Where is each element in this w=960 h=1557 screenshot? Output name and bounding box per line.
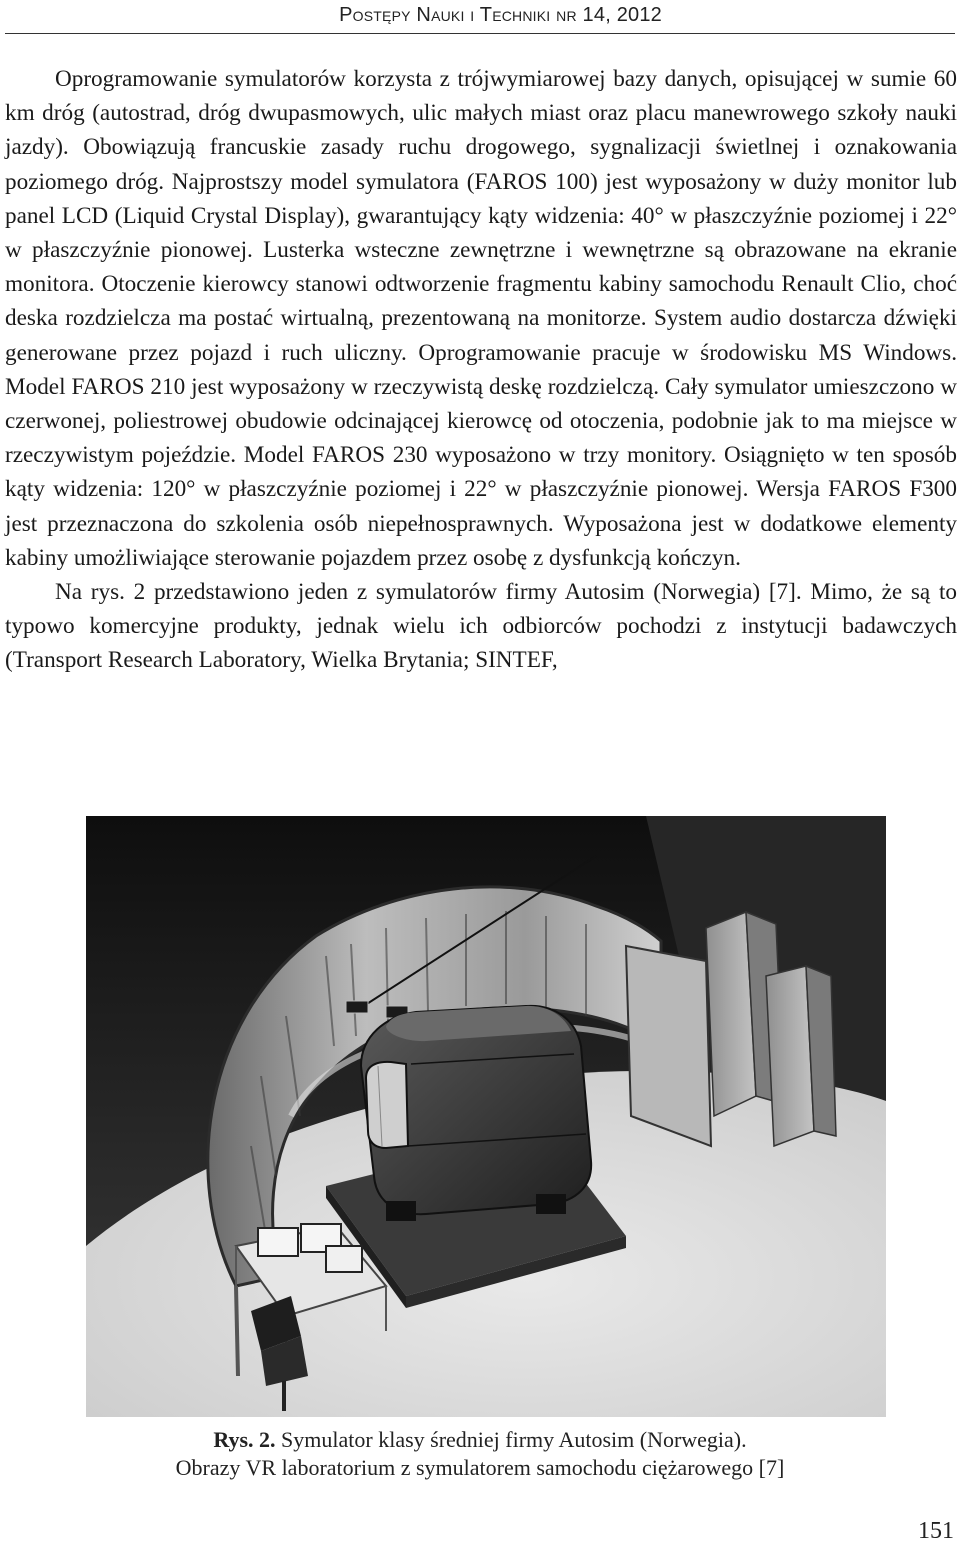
body-text [5, 62, 957, 678]
caption-line-2: Obrazy VR laboratorium z symulatorem samochodu ciężarowego [7] [175, 1455, 785, 1480]
page-header [0, 2, 960, 32]
journal-header [339, 4, 662, 27]
partition-panel [626, 946, 711, 1146]
paragraph-1: Oprogramowanie symulatorów korzysta z trójwymiarowej bazy danych, opisującej w sumie 60 km dróg (autostrad, dróg dwupasmowych, ulic małych miast oraz placu manewrowego szkoły nauki jazdy). Obowiązują francuskie zasady ruchu drogowego, sygnalizacji świetlnej i oznakowania poziomego dróg. Najprostszy model symulatora (FAROS 100) jest wyposażony w duży monitor lub panel LCD (Liquid Crystal Display), gwarantujący kąty widzenia: 40° w płaszczyźnie poziomej i 22° w płaszczyźnie pionowej. Lusterka wsteczne zewnętrzne i wewnętrzne są obrazowane na ekranie monitora. Otoczenie kierowcy stanowi odtworzenie fragmentu kabiny samochodu Renault Clio, choć deska rozdzielcza ma postać wirtualną, prezentowaną na monitorze. System audio dostarcza dźwięki generowane przez pojazd i ruch uliczny. Oprogramowanie pracuje w środowisku MS Windows. Model FAROS 210 jest wyposażony w rzeczywistą deskę rozdzielczą. Cały symulator umieszczono w czerwonej, poliestrowej obudowie odcinającej kierowcę od otoczenia, podobnie jak to ma miejsce w rzeczywistym pojeździe. Model FAROS 230 wyposażono w trzy monitory. Osiągnięto w ten sposób kąty widzenia: 120° w płaszczyźnie poziomej i 22° w płaszczyźnie pionowej. Wersja FAROS F300 jest przeznaczona do szkolenia osób niepełnosprawnych. Wyposażona jest w dodatkowe elementy kabiny umożliwiające sterowanie pojazdem przez osobę z dysfunkcją kończyn. [5, 66, 957, 571]
header-rule [5, 33, 955, 34]
figure-label: Rys. 2. [213, 1427, 276, 1452]
figure-simulator-lab [86, 816, 886, 1417]
caption-line-1 [0, 1426, 960, 1454]
journal-issue: 14, 2012 [582, 4, 662, 26]
page-number: 151 [918, 1518, 954, 1544]
figure-caption [0, 1426, 960, 1482]
paragraph-2: Na rys. 2 przedstawiono jeden z symulatorów firmy Autosim (Norwegia) [7]. Mimo, że są to typowo komercyjne produkty, jednak wielu ich odbiorców pochodzi z instytucji badawczych (Transport Research Laboratory, Wielka Brytania; SINTEF, [5, 579, 957, 674]
simulator-lab-render [86, 816, 886, 1417]
journal-title: Postępy Nauki i Techniki nr [339, 4, 577, 26]
monitor [258, 1228, 298, 1256]
projector [346, 1001, 368, 1013]
caption-text-1: Symulator klasy średniej firmy Autosim (Norwegia). [281, 1427, 747, 1452]
